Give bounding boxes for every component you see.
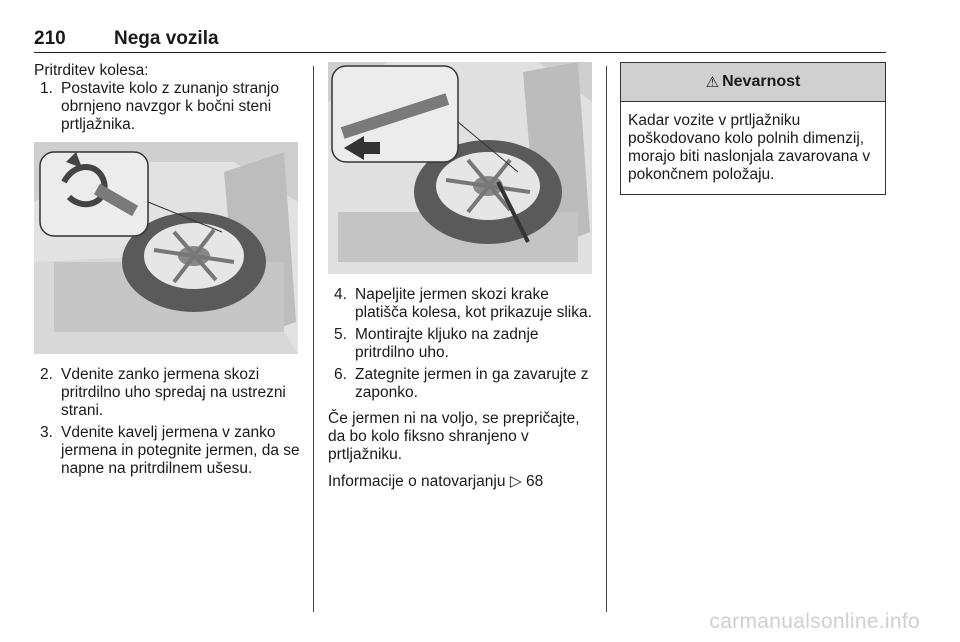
column-2 bbox=[328, 62, 594, 491]
list-item: 1. Postavite kolo z zunanjo stranjo obrnjeno navzgor k bočni steni prtljažnika. bbox=[40, 80, 279, 133]
warning-body: Kadar vozite v prtljažniku poškodovano kolo polnih dimenzij, morajo biti naslonjala zavarovana v pokončnem položaju. bbox=[628, 112, 871, 183]
steps-list-2 bbox=[328, 286, 594, 402]
list-item: 5. Montirajte kljuko na zadnje pritrdilno uho. bbox=[334, 326, 539, 361]
steps-list-1b bbox=[34, 366, 300, 478]
list-item: 3. Vdenite kavelj jermena v zanko jermena in potegnite jermen, da se napne na pritrdilnem ušesu. bbox=[40, 424, 300, 477]
list-item: 6. Zategnite jermen in ga zavarujte z zaponko. bbox=[334, 366, 589, 401]
link-arrow-icon: ▷ bbox=[509, 472, 522, 490]
warning-header bbox=[621, 63, 885, 102]
intro-text: Pritrditev kolesa: bbox=[34, 62, 149, 79]
watermark: carmanualsonline.info bbox=[709, 610, 920, 633]
page-header bbox=[34, 26, 886, 53]
warning-triangle-icon: ⚠ bbox=[705, 73, 720, 91]
info-link[interactable]: Informacije o natovarjanju ▷ 68 bbox=[328, 472, 544, 490]
warning-box bbox=[620, 62, 886, 195]
steps-list-1 bbox=[34, 80, 300, 134]
illustration-strap-routing bbox=[328, 62, 592, 274]
column-1 bbox=[34, 62, 300, 482]
warning-title: Nevarnost bbox=[722, 73, 801, 90]
illustration-wheel-placement bbox=[34, 142, 298, 354]
list-item: 2. Vdenite zanko jermena skozi pritrdilno uho spredaj na ustrezni strani. bbox=[40, 366, 286, 419]
note-text: Če jermen ni na voljo, se prepričajte, da bo kolo fiksno shranjeno v prtljažniku. bbox=[328, 410, 580, 463]
page-number: 210 bbox=[34, 28, 66, 49]
column-3 bbox=[620, 62, 886, 195]
column-divider bbox=[606, 66, 607, 612]
chapter-title: Nega vozila bbox=[114, 28, 219, 49]
column-divider bbox=[313, 66, 314, 612]
list-item: 4. Napeljite jermen skozi krake platišča kolesa, kot prikazuje slika. bbox=[334, 286, 592, 321]
